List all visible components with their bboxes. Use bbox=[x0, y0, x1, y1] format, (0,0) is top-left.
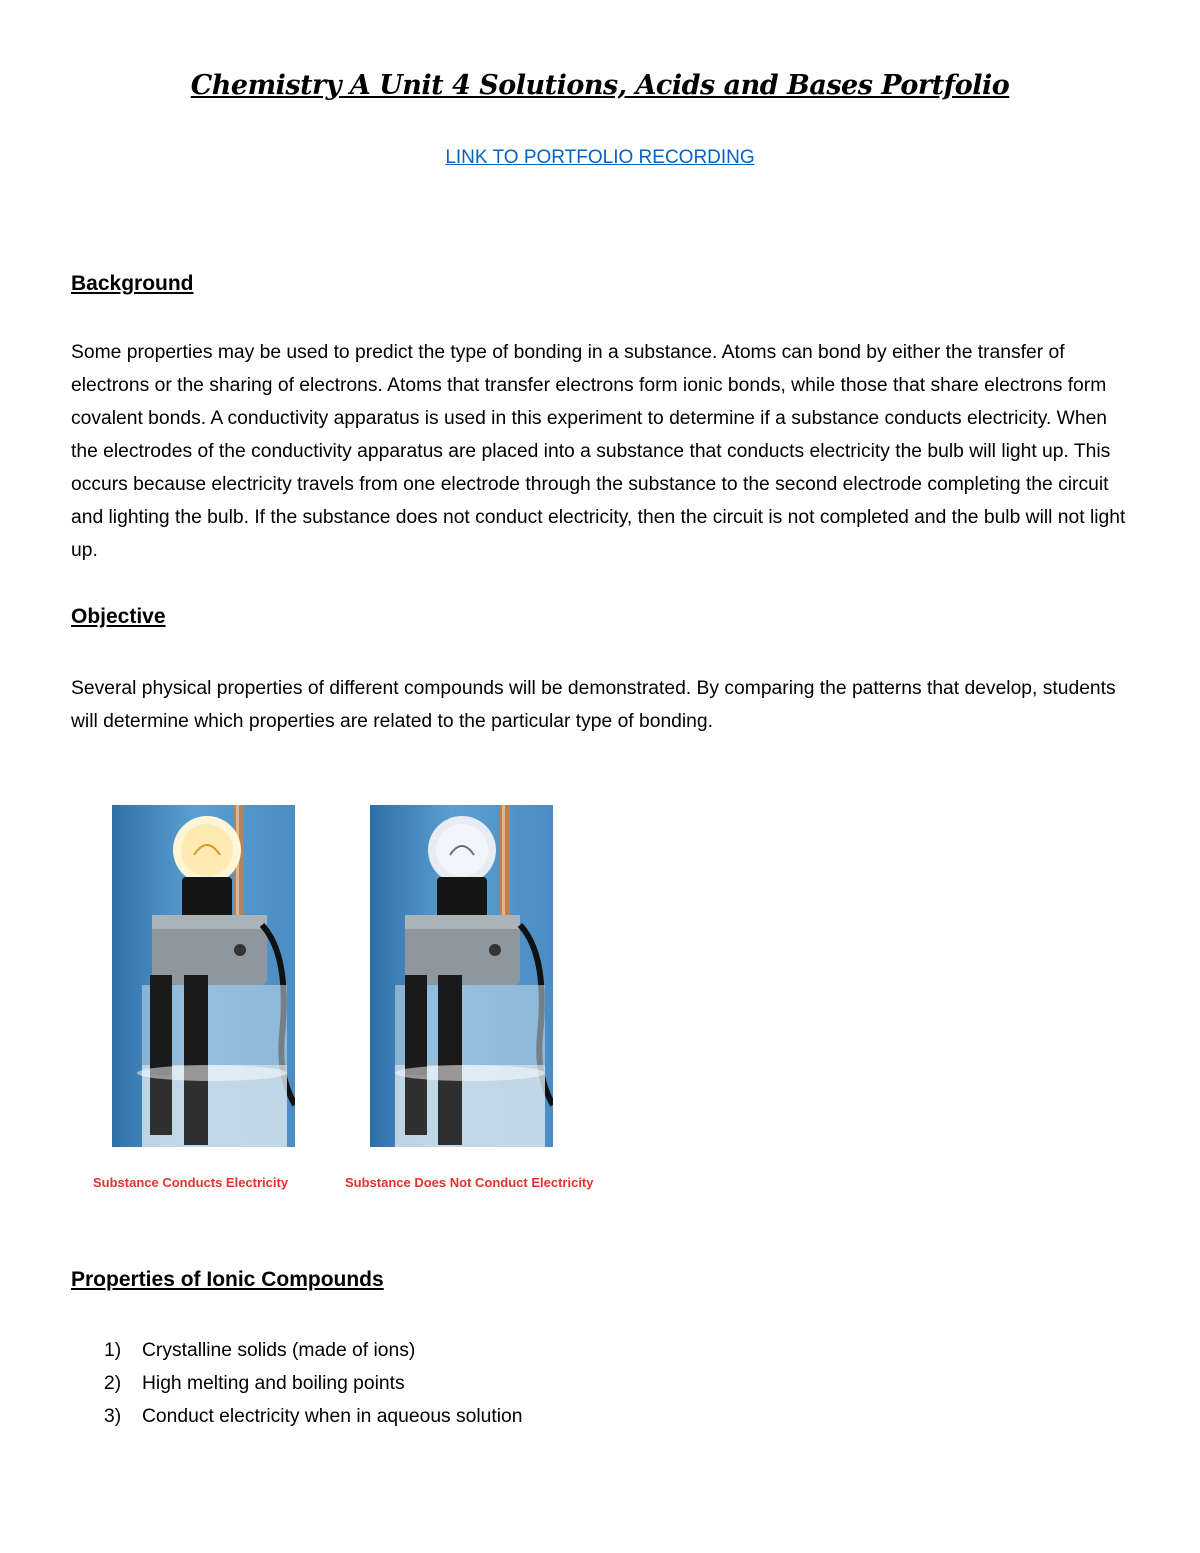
list-item-text: Conduct electricity when in aqueous solution bbox=[142, 1406, 523, 1427]
list-item-text: Crystalline solids (made of ions) bbox=[142, 1340, 416, 1361]
list-item-text: High melting and boiling points bbox=[142, 1373, 405, 1394]
document-title: Chemistry A Unit 4 Solutions, Acids and Bases Portfolio bbox=[190, 70, 1010, 101]
list-item bbox=[104, 1334, 523, 1367]
list-item-number: 1) bbox=[104, 1340, 122, 1361]
list-item-number: 2) bbox=[104, 1373, 122, 1394]
portfolio-recording-link[interactable]: LINK TO PORTFOLIO RECORDING bbox=[445, 147, 755, 168]
conductivity-photo-lit bbox=[112, 805, 295, 1147]
list-item bbox=[104, 1367, 523, 1400]
list-item bbox=[104, 1400, 523, 1433]
background-heading: Background bbox=[71, 272, 194, 295]
objective-heading: Objective bbox=[71, 605, 166, 628]
caption-conducts: Substance Conducts Electricity bbox=[93, 1175, 289, 1190]
background-paragraph: Some properties may be used to predict the type of bonding in a substance. Atoms can bond by either the transfer of electrons or the sharing of electrons. Atoms that transfer electrons form ionic bonds, while those that share electrons form covalent bonds. A conductivity apparatus is used in this experiment to determine if a substance conducts electricity. When the electrodes of the conductivity apparatus are placed into a substance that conducts electricity the bulb will light up. This occurs because electricity travels from one electrode through the substance to the second electrode completing the circuit and lighting the bulb. If the substance does not conduct electricity, then the circuit is not completed and the bulb will not light up. bbox=[71, 342, 1126, 561]
conductivity-photo-unlit bbox=[370, 805, 553, 1147]
ionic-properties-list bbox=[104, 1334, 523, 1433]
caption-does-not-conduct: Substance Does Not Conduct Electricity bbox=[345, 1175, 594, 1190]
objective-paragraph: Several physical properties of different compounds will be demonstrated. By comparing the patterns that develop, students will determine which properties are related to the particular type of bonding. bbox=[71, 678, 1116, 732]
ionic-properties-heading: Properties of Ionic Compounds bbox=[71, 1268, 384, 1291]
list-item-number: 3) bbox=[104, 1406, 122, 1427]
